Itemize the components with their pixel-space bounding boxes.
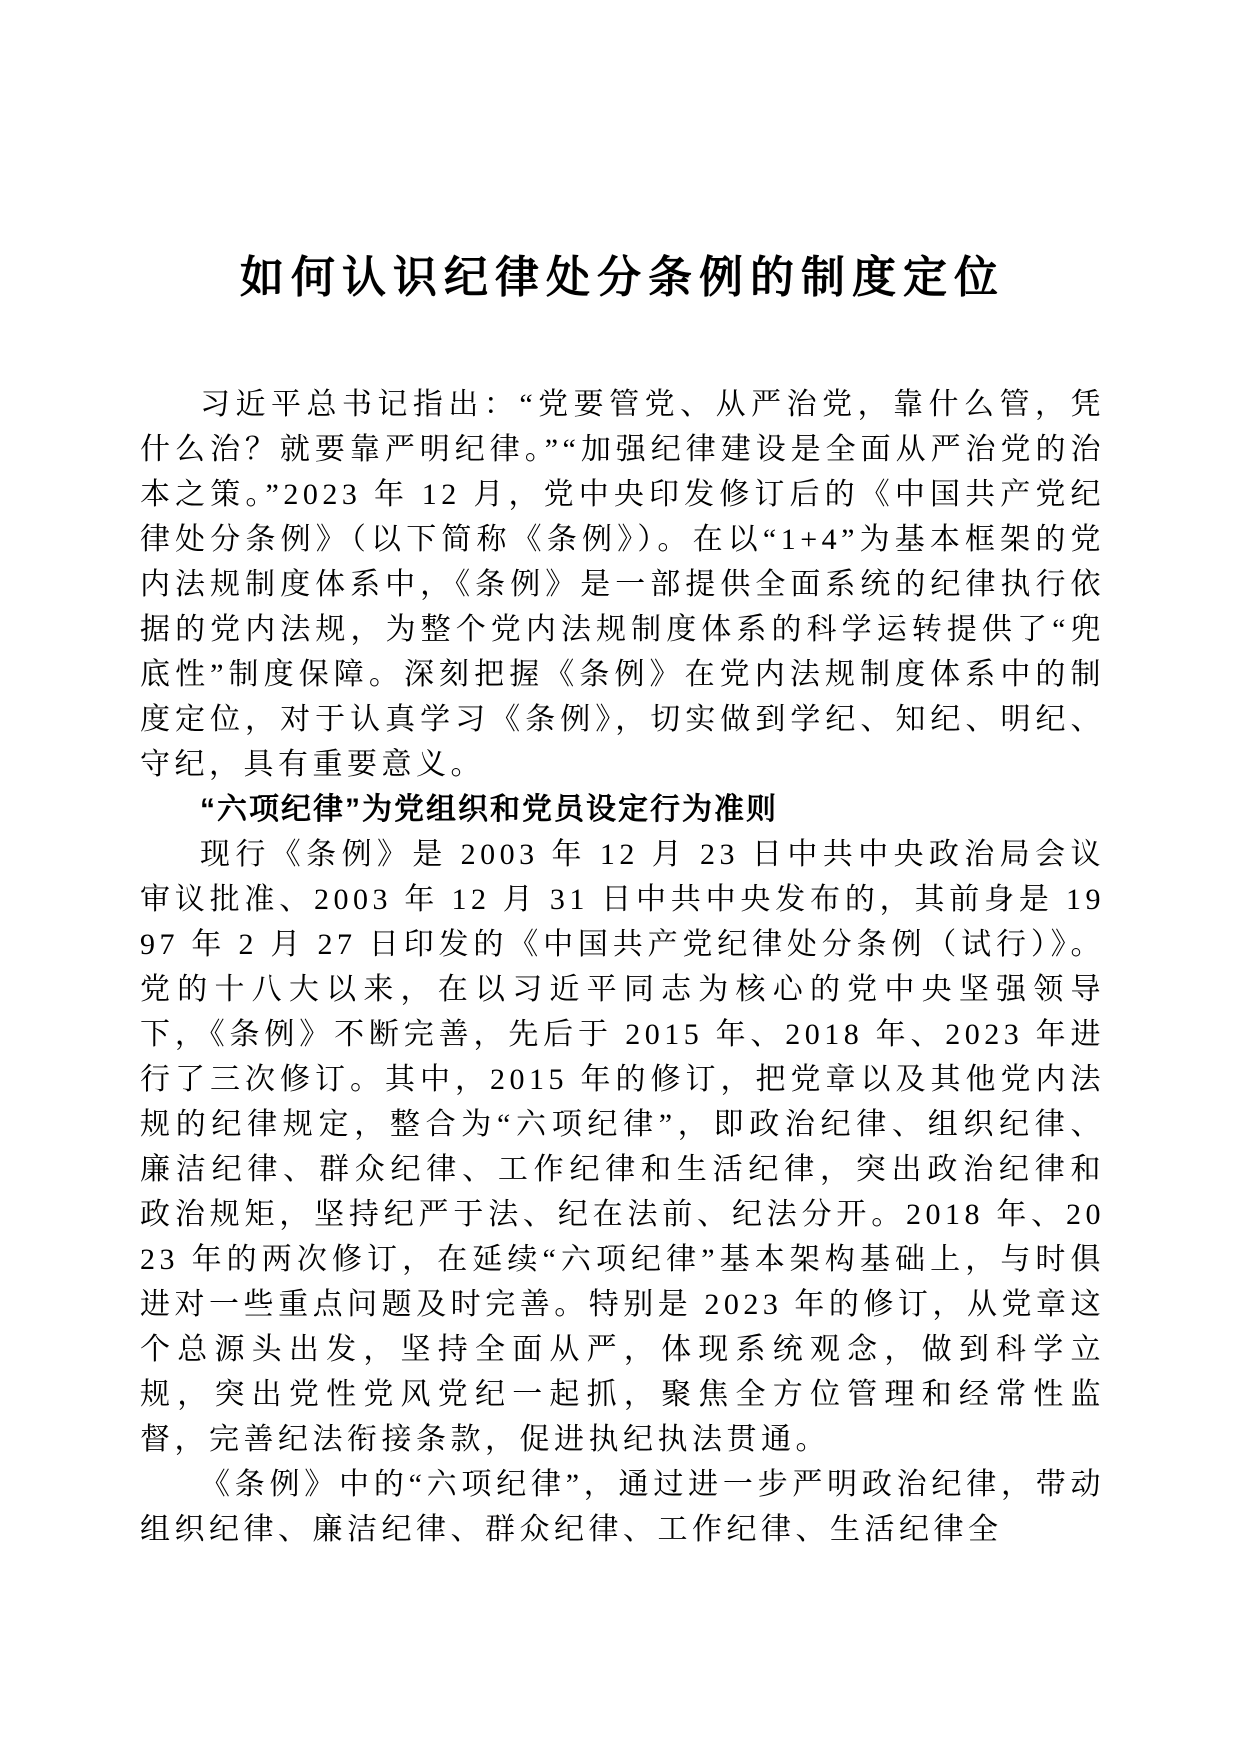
- document-title: 如何认识纪律处分条例的制度定位: [240, 253, 1005, 302]
- section-heading-six-disciplines: “六项纪律”为党组织和党员设定行为准则: [200, 793, 778, 826]
- paragraph-intro: 习近平总书记指出：“党要管党、从严治党，靠什么管，凭什么治？就要靠严明纪律。”“加强纪律建设是全面从严治党的治本之策。”2023 年 12 月，党中央印发修订后的《中国共产党纪律处分条例》（以下简称《条例》）。在以“1+4”为基本框架的党内法规制度体系中，《条例》是一部提供全面系统的纪律执行依据的党内法规，为整个党内法规制度体系的科学运转提供了“兜底性”制度保障。深刻把握《条例》在党内法规制度体系中的制度定位，对于认真学习《条例》，切实做到学纪、知纪、明纪、守纪，具有重要意义。: [140, 388, 1105, 781]
- document-body: [140, 382, 1105, 1552]
- paragraph-history: 现行《条例》是 2003 年 12 月 23 日中共中央政治局会议审议批准、2003 年 12 月 31 日中共中央发布的，其前身是 1997 年 2 月 27 日印发的《中国共产党纪律处分条例（试行）》。党的十八大以来，在以习近平同志为核心的党中央坚强领导下，《条例》不断完善，先后于 2015 年、2018 年、2023 年进行了三次修订。其中，2015 年的修订，把党章以及其他党内法规的纪律规定，整合为“六项纪律”，即政治纪律、组织纪律、廉洁纪律、群众纪律、工作纪律和生活纪律，突出政治纪律和政治规矩，坚持纪严于法、纪在法前、纪法分开。2018 年、2023 年的两次修订，在延续“六项纪律”基本架构基础上，与时俱进对一些重点问题及时完善。特别是 2023 年的修订，从党章这个总源头出发，坚持全面从严，体现系统观念，做到科学立规，突出党性党风党纪一起抓，聚焦全方位管理和经常性监督，完善纪法衔接条款，促进执纪执法贯通。: [140, 838, 1105, 1456]
- paragraph-six-disciplines-role: 《条例》中的“六项纪律”，通过进一步严明政治纪律，带动组织纪律、廉洁纪律、群众纪律、工作纪律、生活纪律全: [140, 1468, 1105, 1546]
